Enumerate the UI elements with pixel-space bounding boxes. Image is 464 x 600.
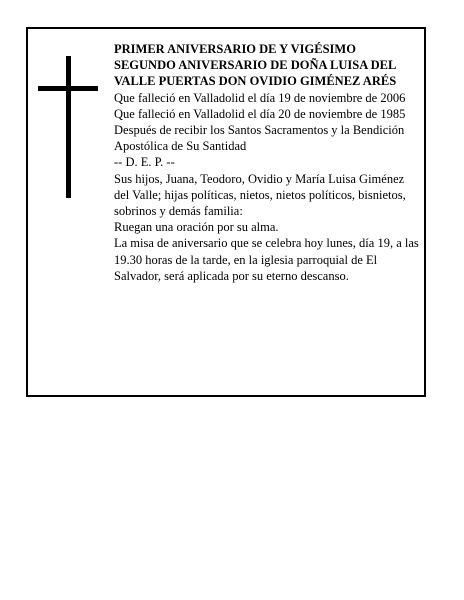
sacraments-line: Después de recibir los Santos Sacramentos y la Bendición Apostólica de Su Santidad [114,123,405,154]
obituary-notice [26,27,426,397]
cross-vertical-bar [66,56,71,198]
mass-info-line: La misa de aniversario que se celebra hoy lunes, día 19, a las 19.30 horas de la tarde, en la iglesia parroquial de El Salvador, será aplicada por su eterno descanso. [114,236,419,283]
notice-text-block [114,41,420,284]
cross-icon [38,56,98,198]
cross-horizontal-bar [38,86,98,91]
rip-line: -- D. E. P. -- [114,155,175,170]
death-date-first: Que falleció en Valladolid el día 19 de noviembre de 2006 [114,90,406,105]
death-date-second: Que falleció en Valladolid el día 20 de noviembre de 1985 [114,106,406,121]
family-line: Sus hijos, Juana, Teodoro, Ovidio y María Luisa Giménez del Valle; hijas políticas, nietos, nietos políticos, bisnietos, sobrinos y demás familia: [114,171,406,219]
prayer-request-line: Ruegan una oración por su alma. [114,220,279,235]
notice-title: PRIMER ANIVERSARIO DE Y VIGÉSIMO SEGUNDO ANIVERSARIO DE DOÑA LUISA DEL VALLE PUERTAS DON OVIDIO GIMÉNEZ ARÉS [114,42,397,89]
